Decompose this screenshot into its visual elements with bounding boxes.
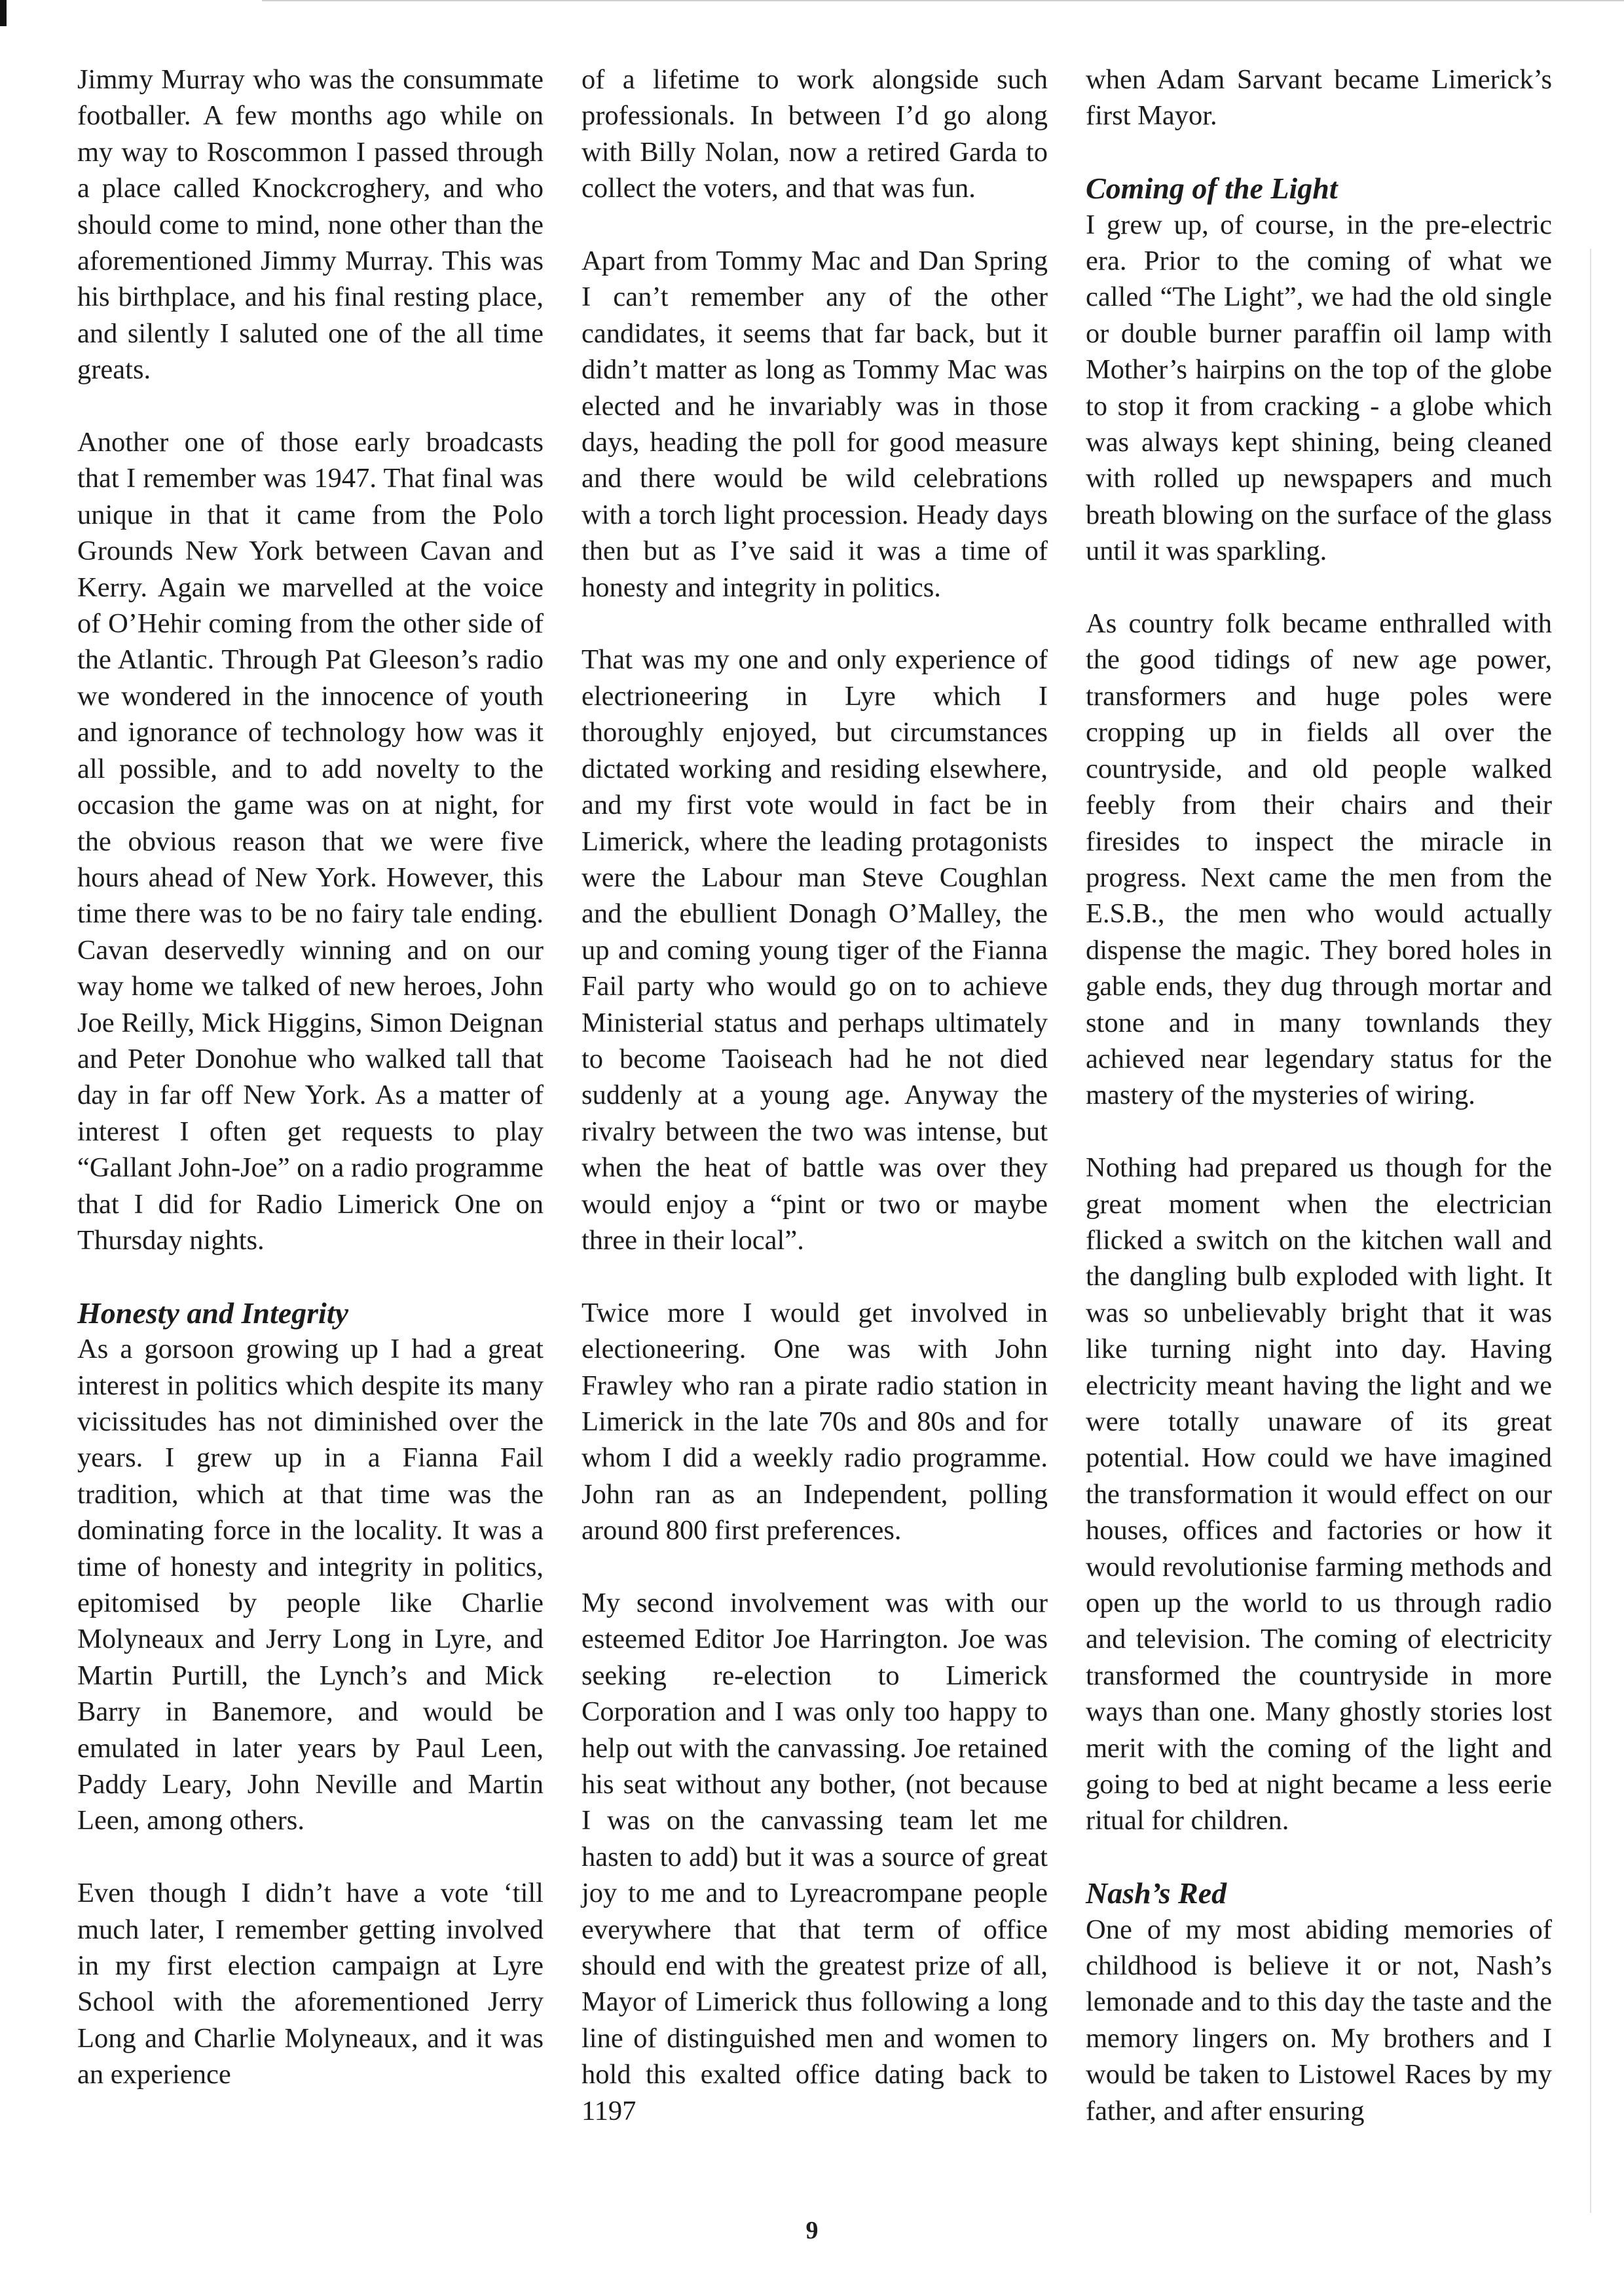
paragraph: One of my most abiding memories of childhood is believe it or not, Nash’s lemonade and to this day the taste and the memory lingers on. My brothers and I would be taken to Listowel Races by my father, and after ensuring <box>1086 1914 1552 2126</box>
paragraph: of a lifetime to work alongside such professionals. In between I’d go along with Billy Nolan, now a retired Garda to collect the voters, and that was fun. <box>581 64 1048 204</box>
column-1 <box>77 62 544 2093</box>
page-number: 9 <box>805 2217 819 2244</box>
column-2 <box>581 62 1048 2129</box>
top-edge-rule <box>262 0 1624 1</box>
paragraph: Twice more I would get involved in electioneering. One was with John Frawley who ran a pirate radio station in Limerick in the late 70s and 80s and for whom I did a weekly radio programme. John ran as an Independent, polling around 800 first preferences. <box>581 1297 1048 1546</box>
paragraph: That was my one and only experience of electrioneering in Lyre which I thoroughly enjoyed, but circumstances dictated working and residing elsewhere, and my first vote would in fact be in Limerick, where the leading protagonists were the Labour man Steve Coughlan and the ebullient Donagh O’Malley, the up and coming young tiger of the Fianna Fail party who would go on to achieve Ministerial status and perhaps ultimately to become Taoiseach had he not died suddenly at a young age. Anyway the rivalry between the two was intense, but when the heat of battle was over they would enjoy a “pint or two or maybe three in their local”. <box>581 644 1048 1256</box>
paragraph: when Adam Sarvant became Limerick’s first Mayor. <box>1086 64 1552 132</box>
section-heading-coming-of-the-light: Coming of the Light <box>1086 172 1338 206</box>
column-3 <box>1086 62 1552 2129</box>
paragraph: My second involvement was with our esteemed Editor Joe Harrington. Joe was seeking re-election to Limerick Corporation and I was only too happy to help out with the canvassing. Joe retained his seat without any bother, (not because I was on the canvassing team let me hasten to add) but it was a source of great joy to me and to Lyreacrompane people everywhere that that term of office should end with the greatest prize of all, Mayor of Limerick thus following a long line of distinguished men and women to hold this exalted office dating back to 1197 <box>581 1588 1048 2126</box>
paragraph: Apart from Tommy Mac and Dan Spring I can’t remember any of the other candidates, it seems that far back, but it didn’t matter as long as Tommy Mac was elected and he invariably was in those days, heading the poll for good measure and there would be wild celebrations with a torch light procession. Heady days then but as I’ve said it was a time of honesty and integrity in politics. <box>581 246 1048 603</box>
paragraph: As a gorsoon growing up I had a great interest in politics which despite its many vicissitudes has not diminished over the years. I grew up in a Fianna Fail tradition, which at that time was the dominating force in the locality. It was a time of honesty and integrity in politics, epitomised by people like Charlie Molyneaux and Jerry Long in Lyre, and Martin Purtill, the Lynch’s and Mick Barry in Banemore, and would be emulated in later years by Paul Leen, Paddy Leary, John Neville and Martin Leen, among others. <box>77 1334 544 1836</box>
section-heading-honesty-and-integrity: Honesty and Integrity <box>77 1296 349 1330</box>
paragraph: Even though I didn’t have a vote ‘till much later, I remember getting involved in my first election campaign at Lyre School with the aforementioned Jerry Long and Charlie Molyneaux, and it was an experience <box>77 1878 544 2090</box>
paragraph: Jimmy Murray who was the consummate footballer. A few months ago while on my way to Roscommon I passed through a place called Knockcroghery, and who should come to mind, none other than the aforementioned Jimmy Murray. This was his birthplace, and his final resting place, and silently I saluted one of the all time greats. <box>77 64 544 386</box>
paragraph: Another one of those early broadcasts that I remember was 1947. That final was unique in that it came from the Polo Grounds New York between Cavan and Kerry. Again we marvelled at the voice of O’Hehir coming from the other side of the Atlantic. Through Pat Gleeson’s radio we wondered in the innocence of youth and ignorance of technology how was it all possible, and to add novelty to the occasion the game was on at night, for the obvious reason that we were five hours ahead of New York. However, this time there was to be no fairy tale ending. Cavan deservedly winning and on our way home we talked of new heroes, John Joe Reilly, Mick Higgins, Simon Deignan and Peter Donohue who walked tall that day in far off New York. As a matter of interest I often get requests to play “Gallant John-Joe” on a radio programme that I did for Radio Limerick One on Thursday nights. <box>77 427 544 1256</box>
paragraph: Nothing had prepared us though for the great moment when the electrician flicked a switch on the kitchen wall and the dangling bulb exploded with light. It was so unbelievably bright that it was like turning night into day. Having electricity meant having the light and we were totally unaware of its great potential. How could we have imagined the transformation it would effect on our houses, offices and factories or how it would revolutionise farming methods and open up the world to us through radio and television. The coming of electricity transformed the countryside in more ways than one. Many ghostly stories lost merit with the coming of the light and going to bed at night became a less eerie ritual for children. <box>1086 1152 1552 1836</box>
paragraph: As country folk became enthralled with the good tidings of new age power, transformers and huge poles were cropping up in fields all over the countryside, and old people walked feebly from their chairs and their firesides to inspect the miracle in progress. Next came the men from the E.S.B., the men who would actually dispense the magic. They bored holes in gable ends, they dug through mortar and stone and in many townlands they achieved near legendary status for the mastery of the mysteries of wiring. <box>1086 608 1552 1111</box>
corner-crop-mark <box>0 0 7 26</box>
right-margin-rule <box>1590 249 1591 2213</box>
section-heading-nashs-red: Nash’s Red <box>1086 1876 1227 1910</box>
paragraph: I grew up, of course, in the pre-electric era. Prior to the coming of what we called “The Light”, we had the old single or double burner paraffin oil lamp with Mother’s hairpins on the top of the globe to stop it from cracking - a globe which was always kept shining, being cleaned with rolled up newspapers and much breath blowing on the surface of the glass until it was sparkling. <box>1086 209 1552 567</box>
